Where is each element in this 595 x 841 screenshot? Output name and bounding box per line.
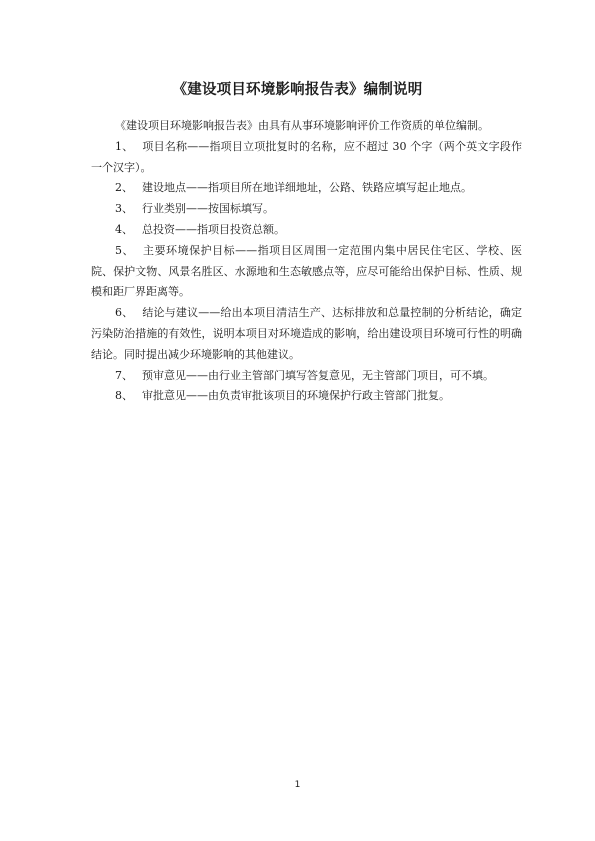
list-item: [91, 241, 522, 303]
page-number: 1: [294, 780, 301, 790]
list-item: [91, 303, 522, 365]
list-item: [91, 366, 522, 387]
document-title: 《建设项目环境影响报告表》编制说明: [172, 82, 423, 98]
item-text: 建设地点——指项目所在地详细地址，公路、铁路应填写起止地点。: [142, 181, 472, 195]
item-text: 结论与建议——给出本项目清洁生产、达标排放和总量控制的分析结论，确定污染防治措施的有效性，说明本项目对环境造成的影响，给出建设项目环境可行性的明确结论。同时提出减少环境影响的其他建议。: [91, 306, 523, 361]
item-text: 行业类别——按国标填写。: [142, 202, 274, 216]
item-text: 预审意见——由行业主管部门填写答复意见，无主管部门项目，可不填。: [142, 368, 494, 382]
item-number: 8、: [115, 389, 133, 403]
list-item: [91, 137, 522, 179]
list-item: [91, 386, 522, 407]
item-number: 6、: [115, 306, 134, 320]
item-number: 3、: [115, 202, 133, 216]
intro-paragraph: 《建设项目环境影响报告表》由具有从事环境影响评价工作资质的单位编制。: [115, 119, 489, 132]
document-body: [91, 116, 522, 407]
list-item: [91, 178, 522, 199]
item-text: 总投资——指项目投资总额。: [142, 222, 285, 236]
item-number: 4、: [115, 222, 133, 236]
item-text: 审批意见——由负责审批该项目的环境保护行政主管部门批复。: [142, 389, 450, 403]
list-item: [91, 220, 522, 241]
item-number: 1、: [115, 139, 134, 153]
item-text: 项目名称——指项目立项批复时的名称，应不超过 30 个字（两个英文字段作一个汉字）。: [91, 139, 522, 174]
item-text: 主要环境保护目标——指项目区周围一定范围内集中居民住宅区、学校、医院、保护文物、风景名胜区、水源地和生态敏感点等，应尽可能给出保护目标、性质、规模和距厂界距离等。: [91, 243, 522, 299]
item-number: 5、: [115, 243, 135, 257]
list-item: [91, 199, 522, 220]
item-number: 7、: [115, 368, 133, 382]
item-number: 2、: [115, 181, 133, 195]
